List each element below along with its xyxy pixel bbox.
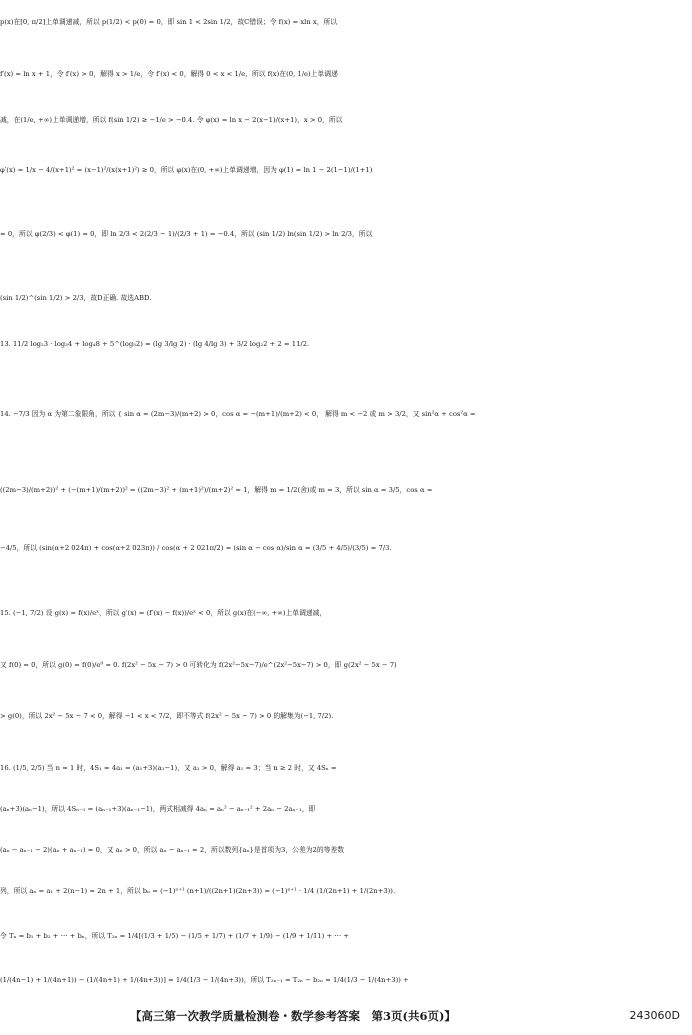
text-line-2: f′(x) = ln x + 1，令 f′(x) > 0，解得 x > 1/e，令 f′(x) < 0，解得 0 < x < 1/e，所以 f(x)在(0, 1/e)上单调递 [0,70,338,78]
text-line-5: = 0，所以 φ(2/3) < φ(1) = 0，即 ln 2/3 < 2(2/3 − 1)/(2/3 + 1) = −0.4，所以 (sin 1/2) ln(sin 1/2) > ln 2/3，所以 [0,230,373,238]
text-line-16: (aₙ − aₙ₋₁ − 2)(aₙ + aₙ₋₁) = 0，又 aₙ > 0，所以 aₙ − aₙ₋₁ = 2，所以数列{aₙ}是首项为3，公差为2的等差数 [0,846,345,854]
text-line-15: (aₙ+3)(aₙ−1)，所以 4Sₙ₋₁ = (aₙ₋₁+3)(aₙ₋₁−1)，两式相减得 4aₙ = aₙ² − aₙ₋₁² + 2aₙ − 2aₙ₋₁，即 [0,805,316,813]
text-line-10: −4/5，所以 (sin(α+2 024π) + cos(α+2 023π)) / cos(α + 2 021π/2) = (sin α − cos α)/sin α = (3/5 + 4/5)/(3/5) = 7/3. [0,544,392,552]
text-line-12: 又 f(0) = 0，所以 g(0) = f(0)/e⁰ = 0. f(2x² − 5x − 7) > 0 可转化为 f(2x²−5x−7)/e^(2x²−5x−7) > 0，即 g(2x² − 5x − 7) [0,661,397,669]
text-line-1: p(x)在[0, π/2]上单调递减，所以 p(1/2) < p(0) = 0，即 sin 1 < 2sin 1/2，故C错误；令 f(x) = xln x，所以 [0,18,338,26]
text-line-6: (sin 1/2)^(sin 1/2) > 2/3，故D正确. 故选ABD. [0,294,152,302]
text-line-17: 列，所以 aₙ = a₁ + 2(n−1) = 2n + 1，所以 bₙ = (−1)ⁿ⁺¹ (n+1)/((2n+1)(2n+3)) = (−1)ⁿ⁺¹ · 1/4 (1/(2n+1) + 1/(2n+3)). [0,887,396,895]
text-line-4: φ′(x) = 1/x − 4/(x+1)² = (x−1)²/(x(x+1)²) ≥ 0，所以 φ(x)在(0, +∞)上单调递增，因为 φ(1) = ln 1 − 2(1−1)/(1+1) [0,166,373,174]
text-line-19: (1/(4n−1) + 1/(4n+1)) − (1/(4n+1) + 1/(4n+3))] = 1/4(1/3 − 1/(4n+3))，所以 T₂ₙ₋₁ = T₂ₙ − b₂ₙ = 1/4(1/3 − 1/(4n+3)) + [0,976,409,984]
text-line-7: 13. 11/2 log₂3 · log₃4 + log₄8 + 5^(log₅2) = (lg 3/lg 2) · (lg 4/lg 3) + 3/2 log₂2 + 2 = 11/2. [0,340,310,348]
text-line-3: 减，在(1/e, +∞)上单调递增，所以 f(sin 1/2) ≥ −1/e > −0.4. 令 φ(x) = ln x − 2(x−1)/(x+1)，x > 0，所以 [0,116,343,124]
text-line-18: 令 Tₙ = b₁ + b₂ + ⋯ + bₙ，所以 T₂ₙ = 1/4[(1/3 + 1/5) − (1/5 + 1/7) + (1/7 + 1/9) − (1/9 + 1/11) + ⋯ + [0,932,349,940]
text-line-13: > g(0)，所以 2x² − 5x − 7 < 0，解得 −1 < x < 7/2，即不等式 f(2x² − 5x − 7) > 0 的解集为(−1, 7/2). [0,712,334,720]
footer-code: 243060D [629,1009,680,1022]
text-line-9: ((2m−3)/(m+2))² + (−(m+1)/(m+2))² = ((2m−3)² + (m+1)²)/(m+2)² = 1，解得 m = 1/2(舍)或 m = 3，所以 sin α = 3/5，cos α = [0,486,433,494]
text-line-8: 14. −7/3 因为 α 为第二象限角，所以 { sin α = (2m−3)/(m+2) > 0，cos α = −(m+1)/(m+2) < 0， 解得 m < −2 或 m > 3/2，又 sin²α + cos²α = [0,410,476,418]
text-line-14: 16. (1/5, 2/5) 当 n = 1 时，4S₁ = 4a₁ = (a₁+3)(a₁−1)，又 a₁ > 0，解得 a₁ = 3；当 n ≥ 2 时，又 4Sₙ = [0,764,337,772]
text-line-11: 15. (−1, 7/2) 设 g(x) = f(x)/eˣ，所以 g′(x) = (f′(x) − f(x))/eˣ < 0，所以 g(x)在(−∞, +∞)上单调递减， [0,609,327,617]
footer-title: 【高三第一次教学质量检测卷・数学参考答案 第3页(共6页)】 [130,1009,456,1023]
